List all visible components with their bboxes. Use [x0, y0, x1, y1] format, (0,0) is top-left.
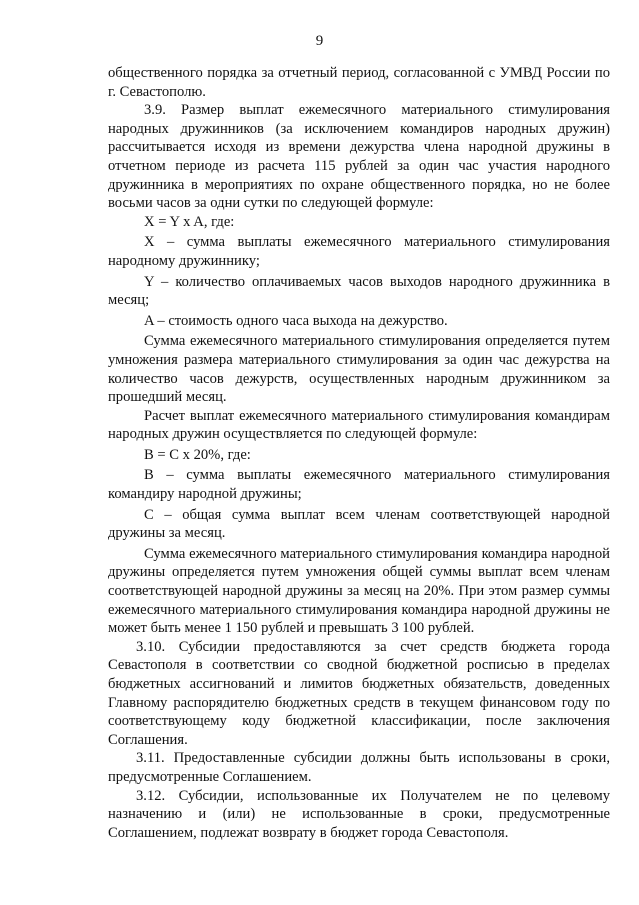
definition-a: A – стоимость одного часа выхода на дежурство.	[144, 312, 448, 329]
paragraph-3-10: 3.10. Субсидии предоставляются за счет средств бюджета города Севастополя в соответствии со сводной бюджетной росписью в пределах бюджетных ассигнований и лимитов бюджетных обязательств, доведенных Главному распорядителю бюджетных средств в текущем финансовом году по соответствующему коду бюджетной классификации, после заключения Соглашения.	[108, 638, 610, 748]
paragraph-monthly-sum: Сумма ежемесячного материального стимулирования определяется путем умножения размера материального стимулирования за один час дежурства на количество часов дежурств, осуществленных народным дружинником за прошедший месяц.	[108, 333, 610, 406]
definition-x: X – сумма выплаты ежемесячного материального стимулирования народному дружиннику;	[108, 234, 610, 269]
paragraph-3-11: 3.11. Предоставленные субсидии должны быть использованы в сроки, предусмотренные Соглашением.	[108, 750, 610, 785]
paragraph-3-9: 3.9. Размер выплат ежемесячного материального стимулирования народных дружинников (за исключением командиров народных дружин) рассчитывается исходя из времени дежурства члена народной дружины в отчетном периоде из расчета 115 рублей за один час участия народного дружинника в мероприятиях по охране общественного порядка, но не более восьми часов за одни сутки по следующей формуле:	[108, 102, 610, 212]
definition-y: Y – количество оплачиваемых часов выходов народного дружинника в месяц;	[108, 273, 610, 309]
paragraph-continuation: общественного порядка за отчетный период, согласованной с УМВД России по г. Севастополю.	[108, 65, 610, 100]
formula-x: X = Y x A, где:	[144, 213, 235, 230]
formula-b: B = C x 20%, где:	[144, 446, 251, 463]
page-number: 9	[315, 33, 324, 49]
definition-b: B – сумма выплаты ежемесячного материального стимулирования командиру народной дружины;	[108, 467, 610, 503]
definition-c: C – общая сумма выплат всем членам соответствующей народной дружины за месяц.	[108, 506, 610, 542]
paragraph-commander-calc: Расчет выплат ежемесячного материального стимулирования командирам народных дружин осуществляется по следующей формуле:	[108, 407, 610, 443]
paragraph-3-12: 3.12. Субсидии, использованные их Получателем не по целевому назначению и (или) не использованные в сроки, предусмотренные Соглашением, подлежат возврату в бюджет города Севастополя.	[108, 787, 610, 841]
document-body	[108, 64, 610, 842]
paragraph-commander-sum: Сумма ежемесячного материального стимулирования командира народной дружины определяется путем умножения общей суммы выплат всем членам соответствующей народной дружины за месяц на 20%. При этом размер суммы ежемесячного материального стимулирования командира народной дружины не может быть менее 1 150 рублей и превышать 3 100 рублей.	[108, 545, 610, 637]
